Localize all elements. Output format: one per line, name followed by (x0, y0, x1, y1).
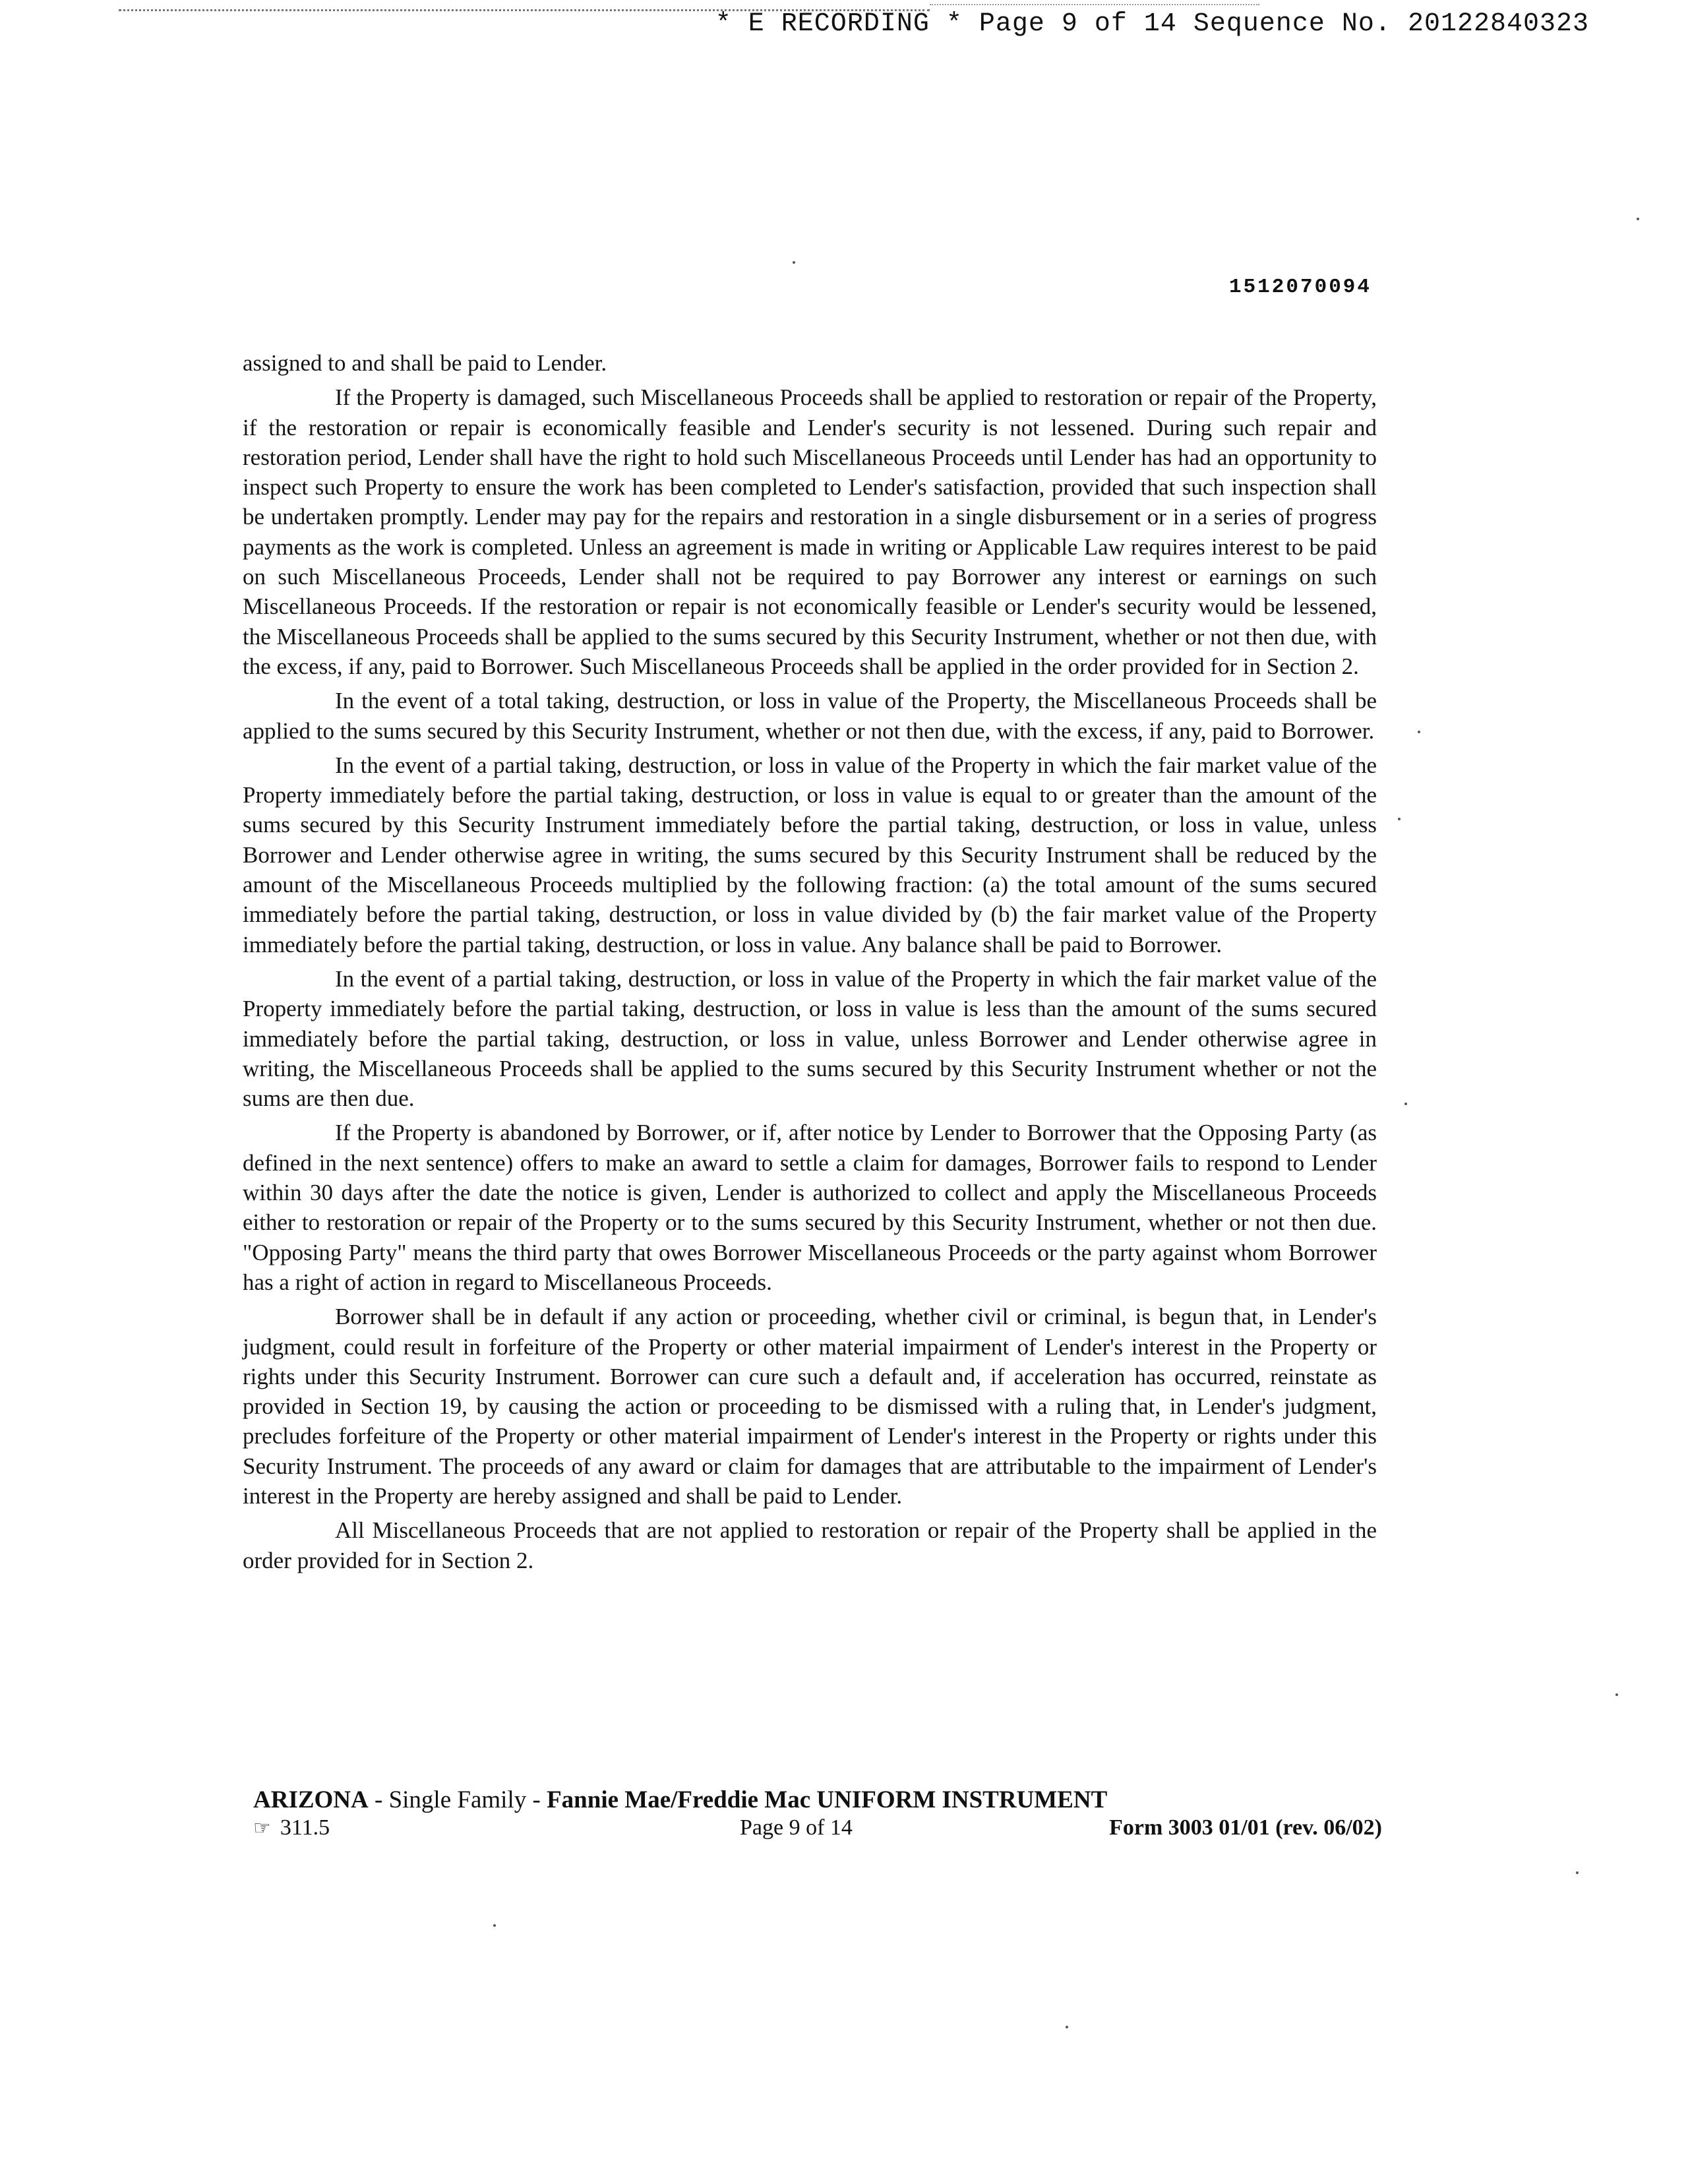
paragraph-partial-taking-less: In the event of a partial taking, destruction, or loss in value of the Property in which the fair market value of the Property immediately before the partial taking, destruction, or loss in value is less than the amount of the sums secured immediately before the partial taking, destruction, or loss in value, unless Borrower and Lender otherwise agree in writing, the Miscellaneous Proceeds shall be applied to the sums secured by this Security Instrument whether or not the sums are then due. (243, 965, 1377, 1112)
scan-speck (1404, 1103, 1407, 1105)
paragraph-total-taking: In the event of a total taking, destruction, or loss in value of the Property, the Miscellaneous Proceeds shall be applied to the sums secured by this Security Instrument, whether or not then due, with the excess, if any, paid to Borrower. (243, 688, 1377, 744)
scan-speck (1398, 818, 1401, 820)
scan-speck (1637, 218, 1639, 220)
scan-speck (1576, 1871, 1579, 1874)
loan-number: 1512070094 (1228, 276, 1372, 299)
scan-speck (793, 261, 795, 264)
scan-artifact-line (930, 4, 1259, 5)
footer-form-number: Form 3003 01/01 (rev. 06/02) (1109, 1815, 1382, 1840)
scan-speck (493, 1924, 496, 1927)
pointing-hand-icon: ☜ (253, 1817, 271, 1840)
footer-meta (253, 1815, 1382, 1847)
paragraph-abandoned: If the Property is abandoned by Borrower, or if, after notice by Lender to Borrower that the Opposing Party (as defined in the next sentence) offers to make an award to settle a claim for damages, Borrower fails to respond to Lender within 30 days after the date the notice is given, Lender is authorized to collect and apply the Miscellaneous Proceeds either to restoration or repair of the Property or to the sums secured by this Security Instrument, whether or not then due. "Opposing Party" means the third party that owes Borrower Miscellaneous Proceeds or the party against whom Borrower has a right of action in regard to Miscellaneous Proceeds. (243, 1120, 1377, 1295)
document-body (243, 348, 1377, 1580)
footer-state: ARIZONA (253, 1786, 369, 1813)
footer-separator: - (526, 1786, 547, 1813)
recording-header: * E RECORDING * Page 9 of 14 Sequence No. 20122840323 (715, 9, 1589, 39)
paragraph-remaining-proceeds: All Miscellaneous Proceeds that are not applied to restoration or repair of the Property shall be applied in the order provided for in Section 2. (243, 1517, 1377, 1573)
scan-speck (1066, 2026, 1068, 2028)
scan-speck (1418, 731, 1420, 733)
footer-page-number: Page 9 of 14 (740, 1815, 853, 1840)
form-footer (253, 1786, 1382, 1847)
footer-code-number: 311.5 (280, 1815, 330, 1840)
footer-instrument: Fannie Mae/Freddie Mac UNIFORM INSTRUMENT (547, 1786, 1108, 1813)
footer-separator: - (368, 1786, 389, 1813)
paragraph-property-damaged: If the Property is damaged, such Miscellaneous Proceeds shall be applied to restoration or repair of the Property, if the restoration or repair is economically feasible and Lender's security is not lessened. During such repair and restoration period, Lender shall have the right to hold such Miscellaneous Proceeds until Lender has had an opportunity to inspect such Property to ensure the work has been completed to Lender's satisfaction, provided that such inspection shall be undertaken promptly. Lender may pay for the repairs and restoration in a single disbursement or in a series of progress payments as the work is completed. Unless an agreement is made in writing or Applicable Law requires interest to be paid on such Miscellaneous Proceeds, Lender shall not be required to pay Borrower any interest or earnings on such Miscellaneous Proceeds. If the restoration or repair is not economically feasible or Lender's security would be lessened, the Miscellaneous Proceeds shall be applied to the sums secured by this Security Instrument, whether or not then due, with the excess, if any, paid to Borrower. Such Miscellaneous Proceeds shall be applied in the order provided for in Section 2. (243, 384, 1377, 679)
paragraph-default: Borrower shall be in default if any action or proceeding, whether civil or criminal, is begun that, in Lender's judgment, could result in forfeiture of the Property or other material impairment of Lender's interest in the Property or rights under this Security Instrument. Borrower can cure such a default and, if acceleration has occurred, reinstate as provided in Section 19, by causing the action or proceeding to be dismissed with a ruling that, in Lender's judgment, precludes forfeiture of the Property or other material impairment of Lender's interest in the Property or rights under this Security Instrument. The proceeds of any award or claim for damages that are attributable to the impairment of Lender's interest in the Property are hereby assigned and shall be paid to Lender. (243, 1304, 1377, 1509)
paragraph-continuation: assigned to and shall be paid to Lender. (243, 350, 607, 376)
paragraph-partial-taking-greater: In the event of a partial taking, destruction, or loss in value of the Property in which the fair market value of the Property immediately before the partial taking, destruction, or loss in value is equal to or greater than the amount of the sums secured by this Security Instrument immediately before the partial taking, destruction, or loss in value, unless Borrower and Lender otherwise agree in writing, the sums secured by this Security Instrument shall be reduced by the amount of the Miscellaneous Proceeds multiplied by the following fraction: (a) the total amount of the sums secured immediately before the partial taking, destruction, or loss in value divided by (b) the fair market value of the Property immediately before the partial taking, destruction, or loss in value. Any balance shall be paid to Borrower. (243, 752, 1377, 957)
footer-form-code (253, 1815, 330, 1840)
scan-speck (1615, 1693, 1618, 1696)
footer-family: Single Family (388, 1786, 527, 1813)
footer-title (253, 1786, 1382, 1814)
